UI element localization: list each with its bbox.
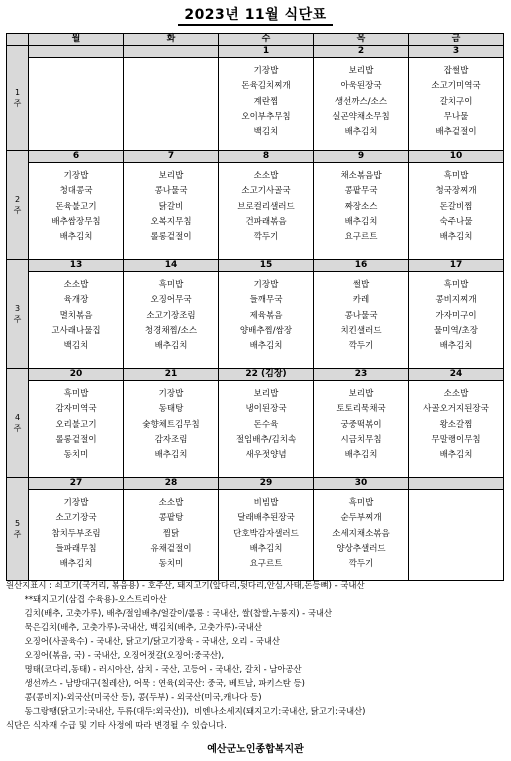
menu-item: 돈갈비찜: [439, 201, 473, 212]
menu-item: 실곤약채소무침: [332, 111, 390, 122]
menu-item: 소세지채소볶음: [332, 528, 390, 539]
menu-item: 보리밥: [158, 171, 184, 181]
day-cell: [124, 369, 219, 478]
week-label: 3 주: [7, 260, 29, 369]
menu-item: 양상추샐러드: [336, 543, 386, 554]
menu-item: 카레: [352, 295, 370, 306]
menu-item: 오징어무국: [150, 295, 192, 306]
day-cell: [314, 46, 409, 151]
menu-item: 참치두부조림: [51, 528, 101, 539]
date-number: 9: [314, 151, 408, 163]
menu-item: 시금치무침: [340, 434, 382, 445]
menu-item-list: [219, 58, 313, 140]
menu-item: 기장밥: [63, 498, 89, 508]
menu-item: 콩나물국: [154, 186, 188, 197]
menu-item: 유채겉절이: [150, 543, 192, 554]
date-number: 17: [409, 260, 503, 272]
menu-item: 흑미밥: [443, 280, 469, 290]
week-row: [7, 151, 504, 260]
menu-item-list: [29, 381, 123, 463]
date-number: 1: [219, 46, 313, 58]
menu-body: [7, 46, 504, 581]
date-number: 15: [219, 260, 313, 272]
menu-item: 오리불고기: [55, 419, 97, 430]
week-row: [7, 478, 504, 581]
menu-item: 제육볶음: [249, 310, 283, 321]
menu-item: 배추김치: [249, 543, 283, 554]
origin-note-line: 동그랑땡(닭고기:국내산, 두류(대두:외국산)), 비엔나소세지(돼지고기:국내산, 닭고기:국내산): [6, 706, 366, 716]
day-header-fri: 금: [409, 34, 504, 46]
menu-item: 새우젓양념: [245, 450, 287, 461]
day-cell: [29, 151, 124, 260]
origin-note-line: 명태(코다리,동태) - 러시아산, 삼치 - 국산, 고등어 - 국내산, 갈치 - 남아공산: [6, 664, 302, 674]
date-number: 29: [219, 478, 313, 490]
menu-item: 무나물: [443, 111, 469, 122]
day-cell: [409, 260, 504, 369]
date-number: 28: [124, 478, 218, 490]
menu-item: 계란찜: [253, 96, 279, 107]
menu-item: 동치미: [63, 450, 89, 461]
menu-item: 기장밥: [63, 171, 89, 181]
menu-item: 청국장찌개: [435, 186, 477, 197]
menu-item: 갈치구이: [439, 96, 473, 107]
menu-item: 청대콩국: [59, 186, 93, 197]
menu-item: 절임배추/김치속: [235, 434, 297, 445]
menu-table: [6, 33, 504, 581]
menu-item: 사골오거지된장국: [423, 404, 489, 415]
menu-item-list: [219, 490, 313, 572]
menu-item: 배추김치: [344, 450, 378, 461]
day-cell: [314, 151, 409, 260]
menu-item: 롤롱겉절이: [55, 434, 97, 445]
day-cell: [219, 151, 314, 260]
menu-item: 돈육김치찌개: [241, 81, 291, 92]
menu-item: 배추겉절이: [435, 127, 477, 138]
menu-item: 소고기장국: [55, 513, 97, 524]
day-cell: [29, 46, 124, 151]
menu-item: 토토리묵채국: [336, 404, 386, 415]
menu-item-list: [29, 58, 123, 64]
date-number: [124, 46, 218, 58]
menu-item: 들깨무국: [249, 295, 283, 306]
date-number: [29, 46, 123, 58]
day-header-thu: 목: [314, 34, 409, 46]
menu-item-list: [409, 58, 503, 140]
date-number: 6: [29, 151, 123, 163]
menu-item: 치킨샐러드: [340, 325, 382, 336]
menu-item: 소소밥: [158, 498, 184, 508]
menu-item: 냉이된장국: [245, 404, 287, 415]
menu-item: 배추김치: [249, 341, 283, 352]
menu-item: 채소볶음밥: [340, 171, 382, 181]
week-row: [7, 369, 504, 478]
date-number: 2: [314, 46, 408, 58]
menu-item: 기장밥: [253, 66, 279, 76]
footer-org-name: 예산군노인종합복지관: [207, 744, 304, 755]
menu-item: 보리밥: [348, 389, 374, 399]
menu-item: 가자미구이: [435, 310, 477, 321]
day-cell: [314, 260, 409, 369]
menu-item-list: [314, 381, 408, 463]
menu-item: 배추김치: [439, 450, 473, 461]
menu-item: 달래배추된장국: [237, 513, 295, 524]
menu-item: 찜닭: [162, 528, 180, 539]
page-title: [0, 4, 511, 24]
menu-item: 물미역/초장: [434, 325, 478, 336]
menu-item: 보리밥: [253, 389, 279, 399]
menu-item: 흑미밥: [348, 498, 374, 508]
menu-item: 숙주나물: [439, 216, 473, 227]
corner-cell: [7, 34, 29, 46]
menu-item: 썰밥: [352, 280, 370, 290]
menu-item: 콩비지찌개: [435, 295, 477, 306]
menu-item: 콩팥무국: [344, 186, 378, 197]
menu-item-list: [219, 272, 313, 354]
menu-item: 왕소갈찜: [439, 419, 473, 430]
menu-item: 소고기사골국: [241, 186, 291, 197]
menu-item-list: [409, 272, 503, 354]
day-header-mon: 월: [29, 34, 124, 46]
date-number: 14: [124, 260, 218, 272]
menu-item: 소소밥: [253, 171, 279, 181]
menu-item: 요구르트: [344, 232, 378, 243]
menu-item: 소소밥: [63, 280, 89, 290]
menu-item-list: [409, 490, 503, 496]
menu-item: 배추김치: [59, 559, 93, 570]
menu-item-list: [29, 163, 123, 245]
menu-item: 기장밥: [158, 389, 184, 399]
menu-item-list: [314, 272, 408, 354]
day-cell: [124, 478, 219, 581]
menu-item-list: [124, 490, 218, 572]
origin-note-line: 오징어(사골육수) - 국내산, 닭고기/닭고기장육 - 국내산, 오리 - 국내산: [6, 636, 281, 646]
menu-item: 배추김치: [344, 216, 378, 227]
menu-item: 감자조림: [154, 434, 188, 445]
menu-item: 고사래나물집: [51, 325, 101, 336]
week-label: 4 주: [7, 369, 29, 478]
day-cell: [124, 46, 219, 151]
origin-notes: [6, 578, 504, 732]
menu-item: 요구르트: [249, 559, 283, 570]
menu-item: 콩팥탕: [158, 513, 184, 524]
menu-item: 소소밥: [443, 389, 469, 399]
menu-item: 브로컬리샐러드: [237, 201, 295, 212]
menu-item-list: [219, 381, 313, 463]
menu-item: 보리밥: [348, 66, 374, 76]
menu-item-list: [29, 272, 123, 354]
menu-item: 흑미밥: [63, 389, 89, 399]
day-cell: [409, 478, 504, 581]
menu-item: 깍두기: [348, 559, 374, 570]
day-cell: [29, 478, 124, 581]
origin-note-line: 콩(콩비지)-외국산(미국산 등), 콩(두부) - 외국산(미국,캐나다 등): [6, 692, 262, 702]
menu-item: 감자미역국: [55, 404, 97, 415]
menu-item: 배추김치: [344, 127, 378, 138]
menu-item: 양배추찜/쌈장: [239, 325, 293, 336]
menu-item: 단호박감자샐러드: [233, 528, 299, 539]
day-cell: [409, 151, 504, 260]
origin-note-line: 오징어(볶음, 국) - 국내산, 오징어젓갈(오징어:중국산),: [6, 650, 224, 660]
day-header-tue: 화: [124, 34, 219, 46]
day-cell: [219, 46, 314, 151]
menu-item: 오이부추무침: [241, 111, 291, 122]
menu-item: 청경채찜/소스: [144, 325, 198, 336]
day-cell: [409, 369, 504, 478]
day-cell: [29, 369, 124, 478]
date-number: 23: [314, 369, 408, 381]
menu-item-list: [409, 381, 503, 463]
menu-item: 깍두기: [348, 341, 374, 352]
menu-item: 배추김치: [439, 232, 473, 243]
origin-note-line: 원산지표시 : 쇠고기(국거리, 볶음용) - 호주산, 돼지고기(앞다리,뒷다리,안심,사태,돈등뼈) - 국내산: [6, 580, 365, 590]
title-text: 2023년 11월 식단표: [178, 7, 332, 26]
menu-item: 흑미밥: [158, 280, 184, 290]
menu-item-list: [124, 58, 218, 64]
date-number: 16: [314, 260, 408, 272]
date-number: [409, 478, 503, 490]
week-row: [7, 46, 504, 151]
date-number: 27: [29, 478, 123, 490]
menu-item: 흑미밥: [443, 171, 469, 181]
menu-item: 배추김치: [439, 341, 473, 352]
week-row: [7, 260, 504, 369]
menu-item: 오복지무침: [150, 216, 192, 227]
menu-item: 비빔밥: [253, 498, 279, 508]
menu-item: 육개장: [63, 295, 89, 306]
menu-item: 닭갈비: [158, 201, 184, 212]
date-number: 3: [409, 46, 503, 58]
menu-item: 배추쌈장무침: [51, 216, 101, 227]
day-cell: [219, 478, 314, 581]
date-number: 10: [409, 151, 503, 163]
menu-item-list: [124, 163, 218, 245]
menu-item-list: [124, 272, 218, 354]
menu-item: 배추김치: [154, 450, 188, 461]
date-number: 8: [219, 151, 313, 163]
menu-item-list: [314, 58, 408, 140]
menu-item: 건파래볶음: [245, 216, 287, 227]
date-number: 13: [29, 260, 123, 272]
day-header-wed: 수: [219, 34, 314, 46]
menu-item: 생선까스/소스: [334, 96, 388, 107]
origin-note-line: **돼지고기(삼겹 수육용)-오스트리아산: [6, 594, 167, 604]
day-cell: [124, 260, 219, 369]
menu-item: 동태탕: [158, 404, 184, 415]
date-number: 24: [409, 369, 503, 381]
menu-item: 백김치: [63, 341, 89, 352]
day-cell: [314, 369, 409, 478]
origin-note-line: 묵은김치(배추, 고춧가루)-국내산, 백김치(배추, 고춧가루)-국내산: [6, 622, 262, 632]
menu-item-list: [219, 163, 313, 245]
menu-item: 돈수육: [253, 419, 279, 430]
date-number: 22 (김장): [219, 369, 313, 381]
date-number: 30: [314, 478, 408, 490]
date-number: 7: [124, 151, 218, 163]
menu-item-list: [124, 381, 218, 463]
menu-item: 짜장소스: [344, 201, 378, 212]
menu-item: 궁중떡볶이: [340, 419, 382, 430]
menu-item: 멸치볶음: [59, 310, 93, 321]
day-cell: [219, 369, 314, 478]
menu-item: 기장밥: [253, 280, 279, 290]
menu-item: 아욱된장국: [340, 81, 382, 92]
origin-note-line: 김치(배추, 고춧가루), 배추/절임배추/얼갈이/롤롱 : 국내산, 쌀(찹쌀,누룽지) - 국내산: [6, 608, 333, 618]
menu-item: 배추김치: [154, 341, 188, 352]
date-number: 21: [124, 369, 218, 381]
week-label: 2 주: [7, 151, 29, 260]
menu-item: 배추김치: [59, 232, 93, 243]
menu-item: 잡썰밥: [443, 66, 469, 76]
menu-item: 콩나물국: [344, 310, 378, 321]
origin-note-line: 생선까스 - 남방대구(칠레산), 어묵 : 연육(외국산: 중국, 베트남, 파키스탄 등): [6, 678, 305, 688]
day-cell: [29, 260, 124, 369]
menu-item: 순두부찌개: [340, 513, 382, 524]
menu-item: 숯향체트김무침: [142, 419, 200, 430]
menu-item-list: [314, 490, 408, 572]
date-number: 20: [29, 369, 123, 381]
menu-item: 무말랭이무침: [431, 434, 481, 445]
week-label: 1 주: [7, 46, 29, 151]
day-cell: [409, 46, 504, 151]
week-label: 5 주: [7, 478, 29, 581]
day-cell: [314, 478, 409, 581]
day-header-row: [7, 34, 504, 46]
menu-item: 소고기미역국: [431, 81, 481, 92]
menu-item: 깍두기: [253, 232, 279, 243]
menu-item-list: [409, 163, 503, 245]
menu-item-list: [314, 163, 408, 245]
menu-item: 롤롱겉절이: [150, 232, 192, 243]
day-cell: [124, 151, 219, 260]
menu-item: 돈육불고기: [55, 201, 97, 212]
menu-item-list: [29, 490, 123, 572]
day-cell: [219, 260, 314, 369]
menu-item: 동치미: [158, 559, 184, 570]
menu-item: 백김치: [253, 127, 279, 138]
menu-item: 소고기장조림: [146, 310, 196, 321]
change-notice: 식단은 식자재 수급 및 기타 사정에 따라 변경될 수 있습니다.: [6, 720, 227, 730]
menu-item: 들파래무침: [55, 543, 97, 554]
